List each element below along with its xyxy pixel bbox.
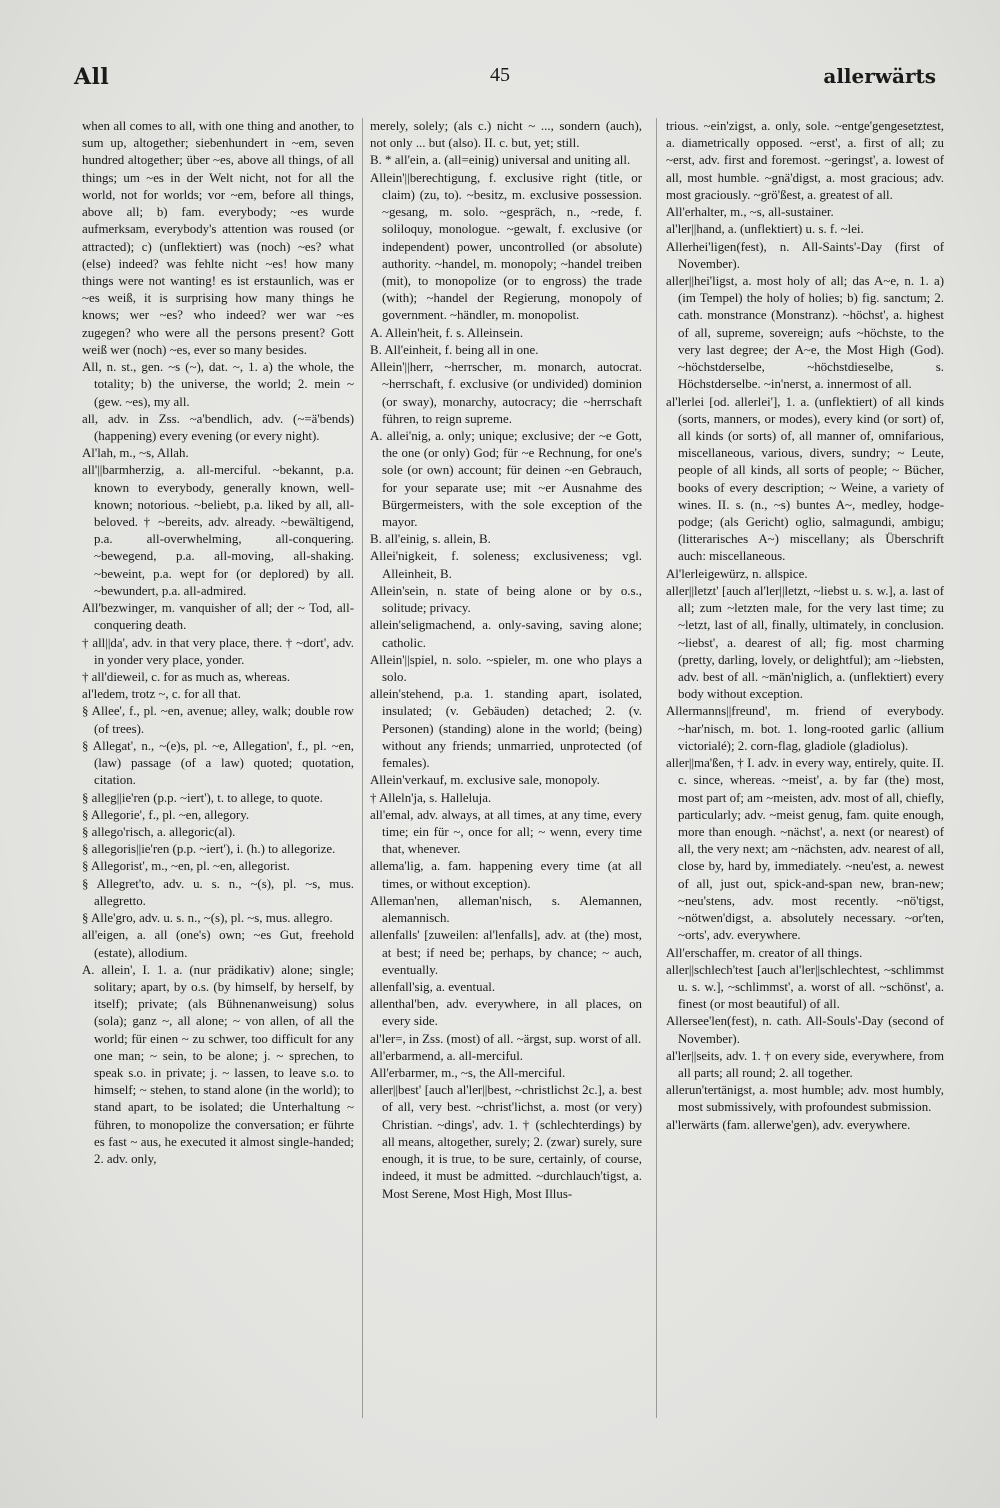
dictionary-entry: B. * all'ein, a. (all=einig) universal and uniting all. — [370, 153, 631, 168]
column-divider — [362, 118, 363, 1418]
dictionary-entry: allein'stehend, p.a. 1. standing apart, isolated, insulated; (v. Gebäuden) detached; 2. (v. Personen) (standing) alone in the world; (being) without any friends; unmarried, unprotected (of females). — [370, 687, 642, 771]
column-1 — [82, 118, 354, 1430]
dictionary-entry: Allein'sein, n. state of being alone or by o.s., solitude; privacy. — [370, 583, 642, 616]
dictionary-entry: aller||hei'ligst, a. most holy of all; das A~e, n. 1. a) (im Tempel) the holy of holies; b) fig. sanctum; 2. cath. monstrance (Monstranz). ~höchst', a. highest of all, supreme, sovereign; aufs ~höchste, to the very last degree; der A~e, the Most High (God). ~höchstderselbe, ~höchstdieselbe, s. Höchstderselbe. ~in'nerst, a. innermost of all. — [666, 273, 944, 392]
dictionary-entry: § Allee', f., pl. ~en, avenue; alley, walk; double row (of trees). — [82, 704, 354, 736]
column-3 — [666, 118, 944, 1430]
dictionary-entry: allenfall'sig, a. eventual. — [370, 979, 496, 994]
dictionary-entry-continuation: when all comes to all, with one thing and another, to sum up, altogether; siebenhundert in ~em, seven hundred altogether; über ~es, above all things, of all things; um ~es in der Welt nicht, not for all the world, not for worlds; vor ~em, before all things, above all; b) fam. everybody; ~es wurde aufmerksam, everybody's attention was roused (or attracted); c) (unflektiert) was (noch) ~es? what (else) indeed? was fehlte nicht ~es! how many things were not wanting! es ist erstaunlich, was er ~es weiß, it is surprising how many things he knows; wer ~es? who indeed? wer war ~es zugegen? who were all the persons present? Gott weiß wer (noch) ~es, ever so many besides. — [82, 119, 354, 357]
dictionary-entry: aller||letzt' [auch al'ler||letzt, ~liebst u. s. w.], a. last of all; zum ~letzten male, for the very last time; zu ~letzt, last of all, finally, ultimately, in conclusion. ~liebst', a. dearest of all; fig. most charming (pretty, darling, lovely, or delightful); am ~liebsten, adv. best of all. ~män'niglich, a. (unflektiert) every body without exception. — [666, 583, 944, 702]
header-right-catchword: allerwärts — [823, 64, 936, 88]
dictionary-entry: Allein'verkauf, m. exclusive sale, monopoly. — [370, 773, 600, 788]
dictionary-entry: al'lerlei [od. allerlei'], 1. a. (unflektiert) of all kinds (sorts, manners, or modes), every kind (or sort) of, all kinds (or sorts) of, all manner of, omnifarious, miscellaneous, various, divers, sundry; ~ Leute, people of all kinds, all sorts of people; ~ Bücher, books of every description; ~ Weine, a variety of wines. II. s. (n., ~s) buntes A~, medley, hodge-podge; (als Gericht) oglio, salmagundi, ambigu; (litterarisches A~) miscellany; als Überschrift auch: miscellaneous. — [666, 394, 944, 564]
dictionary-entry: allenthal'ben, adv. everywhere, in all places, on every side. — [370, 997, 642, 1029]
dictionary-entry: allenfalls' [zuweilen: al'lenfalls], adv. at (the) most, at best; if need be; perhaps, by chance; ~ auch, eventually. — [370, 928, 642, 977]
dictionary-entry: all'||barmherzig, a. all-merciful. ~bekannt, p.a. known to everybody, generally known, well-known; notorious. ~beliebt, p.a. liked by all, all-beloved. † ~bereits, adv. already. ~bewältigend, p.a. all-overwhelming, all-conquering. ~bewegend, p.a. all-moving, all-shaking. ~beweint, p.a. wept for (or deplored) by all. ~bewundert, p.a. all-admired. — [82, 463, 354, 598]
page-header — [0, 64, 1000, 104]
page-number: 45 — [490, 64, 510, 86]
dictionary-entry: All, n. st., gen. ~s (~), dat. ~, 1. a) the whole, the totality; b) the universe, the world; 2. mein ~ (gew. ~es), my all. — [82, 360, 354, 409]
dictionary-entry: Allermanns||freund', m. friend of everybody. ~har'nisch, m. bot. 1. long-rooted garlic (allium victorialé); 2. corn-flag, gladiole (gladiolus). — [666, 704, 944, 753]
dictionary-entry: § allegoris||ie'ren (p.p. ~iert'), i. (h.) to allegorize. — [82, 842, 336, 857]
dictionary-entry: al'lerwärts (fam. allerwe'gen), adv. everywhere. — [666, 1117, 911, 1132]
dictionary-entry: A. allei'nig, a. only; unique; exclusive; der ~e Gott, the one (or only) God; für ~e Rechnung, for one's sole (or own) account; für deinen ~en Gebrauch, for your separate use; mit ~er Ausnahme des Bürgermeisters, with the sole exception of the mayor. — [370, 428, 642, 530]
dictionary-entry: All'erbarmer, m., ~s, the All-merciful. — [370, 1066, 566, 1081]
dictionary-entry-continuation: merely, solely; (als c.) nicht ~ ..., sondern (auch), not only ... but (also). II. c. but, yet; still. — [370, 119, 642, 151]
dictionary-entry: A. Allein'heit, f. s. Alleinsein. — [370, 325, 524, 340]
dictionary-entry: † all'dieweil, c. for as much as, whereas. — [82, 670, 291, 684]
dictionary-entry: Allei'nigkeit, f. soleness; exclusiveness; vgl. Alleinheit, B. — [370, 549, 642, 581]
dictionary-entry: Allein'||herr, ~herrscher, m. monarch, autocrat. ~herrschaft, f. exclusive (or undivided) dominion (or sway), monarchy, autocracy; die ~herrschaft führen, to reign supreme. — [370, 360, 642, 426]
dictionary-entry: † all||da', adv. in that very place, there. † ~dort', adv. in yonder very place, yonder. — [82, 635, 354, 667]
dictionary-entry: § allego'risch, a. allegoric(al). — [82, 824, 236, 839]
dictionary-entry: A. allein', I. 1. a. (nur prädikativ) alone; single; solitary; apart, by o.s. (by himself, by herself, by itself); private; (als Bühnenanweisung) solus (sola); ganz ~, all alone; ~ von allen, of all the world; für einen ~ zu schwer, too difficult for any one man; ~ sein, to be alone; j. ~ sprechen, to speak s.o. in private; j. ~ lassen, to leave s.o. to himself; ~ stehen, to stand alone (in the world); to stand apart, to be isolated; die Unterhaltung ~ führen, to monopolize the conversation; er führte es fast ~ aus, he executed it almost single-handed; 2. adv. only, — [82, 962, 354, 1167]
dictionary-entry: allema'lig, a. fam. happening every time (at all times, or without exception). — [370, 859, 642, 891]
dictionary-entry: § Allegorist', m., ~en, pl. ~en, allegorist. — [82, 859, 290, 874]
dictionary-entry: Allerhei'ligen(fest), n. All-Saints'-Day (first of November). — [666, 239, 944, 271]
dictionary-entry: allein'seligmachend, a. only-saving, saving alone; catholic. — [370, 618, 642, 650]
dictionary-entry-continuation: trious. ~ein'zigst, a. only, sole. ~entge'gengesetztest, a. diametrically opposed. ~erst', a. first of all; zu ~erst, adv. first and foremost. ~geringst', a. lowest of all, most humble. ~gnä'digst, a. most gracious; adv. most graciously. ~grö'ßest, a. greatest of all. — [666, 119, 944, 202]
dictionary-entry: all, adv. in Zss. ~a'bendlich, adv. (~=ä'bends) (happening) every evening (or every night). — [82, 411, 354, 443]
dictionary-entry: all'erbarmend, a. all-merciful. — [370, 1048, 523, 1063]
dictionary-entry: All'erschaffer, m. creator of all things. — [666, 945, 863, 960]
dictionary-entry: § alleg||ie'ren (p.p. ~iert'), t. to allege, to quote. — [82, 790, 323, 805]
dictionary-entry: § Allegat', n., ~(e)s, pl. ~e, Allegation', f., pl. ~en, (law) passage (of a law) quoted; quotation, citation. — [82, 738, 354, 788]
dictionary-entry: allerun'tertänigst, a. most humble; adv. most humbly, most submissively, with profoundest submission. — [666, 1083, 944, 1115]
column-2 — [370, 118, 642, 1430]
dictionary-entry: B. all'einig, s. allein, B. — [370, 532, 491, 547]
dictionary-entry: Alleman'nen, alleman'nisch, s. Alemannen, alemannisch. — [370, 893, 642, 926]
column-divider — [656, 118, 657, 1418]
dictionary-entry: All'erhalter, m., ~s, all-sustainer. — [666, 205, 834, 220]
dictionary-entry: § Alle'gro, adv. u. s. n., ~(s), pl. ~s, mus. allegro. — [82, 911, 333, 926]
header-left-catchword: All — [74, 64, 110, 90]
dictionary-entry: B. All'einheit, f. being all in one. — [370, 342, 539, 357]
dictionary-entry: all'emal, adv. always, at all times, at any time, every time; ein für ~, once for all; ~ wenn, every time that, whenever. — [370, 807, 642, 857]
dictionary-entry: § Allegret'to, adv. u. s. n., ~(s), pl. ~s, mus. allegretto. — [82, 876, 354, 908]
dictionary-entry: Al'lah, m., ~s, Allah. — [82, 446, 189, 461]
dictionary-entry: § Allegorie', f., pl. ~en, allegory. — [82, 807, 250, 822]
dictionary-entry: aller||best' [auch al'ler||best, ~christlichst 2c.], a. best of all, very best. ~christ'lichst, a. most (or very) Christian. ~dings', adv. 1. † (schlechterdings) by all means, altogether, surely; 2. (zwar) surely, sure enough, it is true, to be sure, certainly, of course, indeed, it must be admitted. ~durchlauch'tigst, a. Most Serene, Most High, Most Illus- — [370, 1083, 642, 1201]
dictionary-entry: Allein'||berechtigung, f. exclusive right (title, or claim) (zu, to). ~besitz, m. exclusive possession. ~gesang, m. solo. ~gespräch, n., ~rede, f. soliloquy, monologue. ~gewalt, f. exclusive (or independent) power, uncontrolled (or absolute) authority. ~handel, m. monopoly; ~handel treiben (mit), to monopolize (or to engross) the trade (with); ~handel der Regierung, monopoly of government. ~händler, m. monopolist. — [370, 170, 642, 323]
dictionary-entry: al'ler=, in Zss. (most) of all. ~ärgst, sup. worst of all. — [370, 1031, 642, 1046]
dictionary-entry: All'bezwinger, m. vanquisher of all; der ~ Tod, all-conquering death. — [82, 601, 354, 633]
dictionary-entry: al'ler||hand, a. (unflektiert) u. s. f. ~lei. — [666, 222, 864, 237]
dictionary-entry: al'ler||seits, adv. 1. † on every side, everywhere, from all parts; all round; 2. all together. — [666, 1048, 944, 1081]
dictionary-entry: aller||schlech'test [auch al'ler||schlechtest, ~schlimmst u. s. w.], ~schlimmst', a. worst of all. ~schönst', a. finest (or most beautiful) of all. — [666, 962, 944, 1012]
dictionary-entry: † Alleln'ja, s. Halleluja. — [370, 790, 492, 805]
dictionary-entry: Allein'||spiel, n. solo. ~spieler, m. one who plays a solo. — [370, 652, 642, 684]
dictionary-entry: Al'lerleigewürz, n. allspice. — [666, 566, 808, 581]
dictionary-entry: aller||ma'ßen, † I. adv. in every way, entirely, quite. II. c. since, whereas. ~meist', a. by far (the) most, most part of; am ~meisten, adv. most of all, chiefly, particularly; adv. ~meist genug, fam. quite enough, more than enough. ~nächst', a. next (or nearest) of all, the very next; am ~nächsten, adv. nearest of all, close by, hard by, immediately. ~neu'est, a. newest of all, just out, spick-and-span new, bran-new; ~neu'stens, adv. most recently. ~nö'tigst, ~nötwen'digst, a. absolutely necessary. ~or'ten, ~orts', adv. everywhere. — [666, 756, 944, 943]
dictionary-entry: Allersee'len(fest), n. cath. All-Souls'-Day (second of November). — [666, 1014, 944, 1046]
dictionary-entry: all'eigen, a. all (one's) own; ~es Gut, freehold (estate), allodium. — [82, 928, 354, 960]
dictionary-entry: al'ledem, trotz ~, c. for all that. — [82, 687, 241, 702]
